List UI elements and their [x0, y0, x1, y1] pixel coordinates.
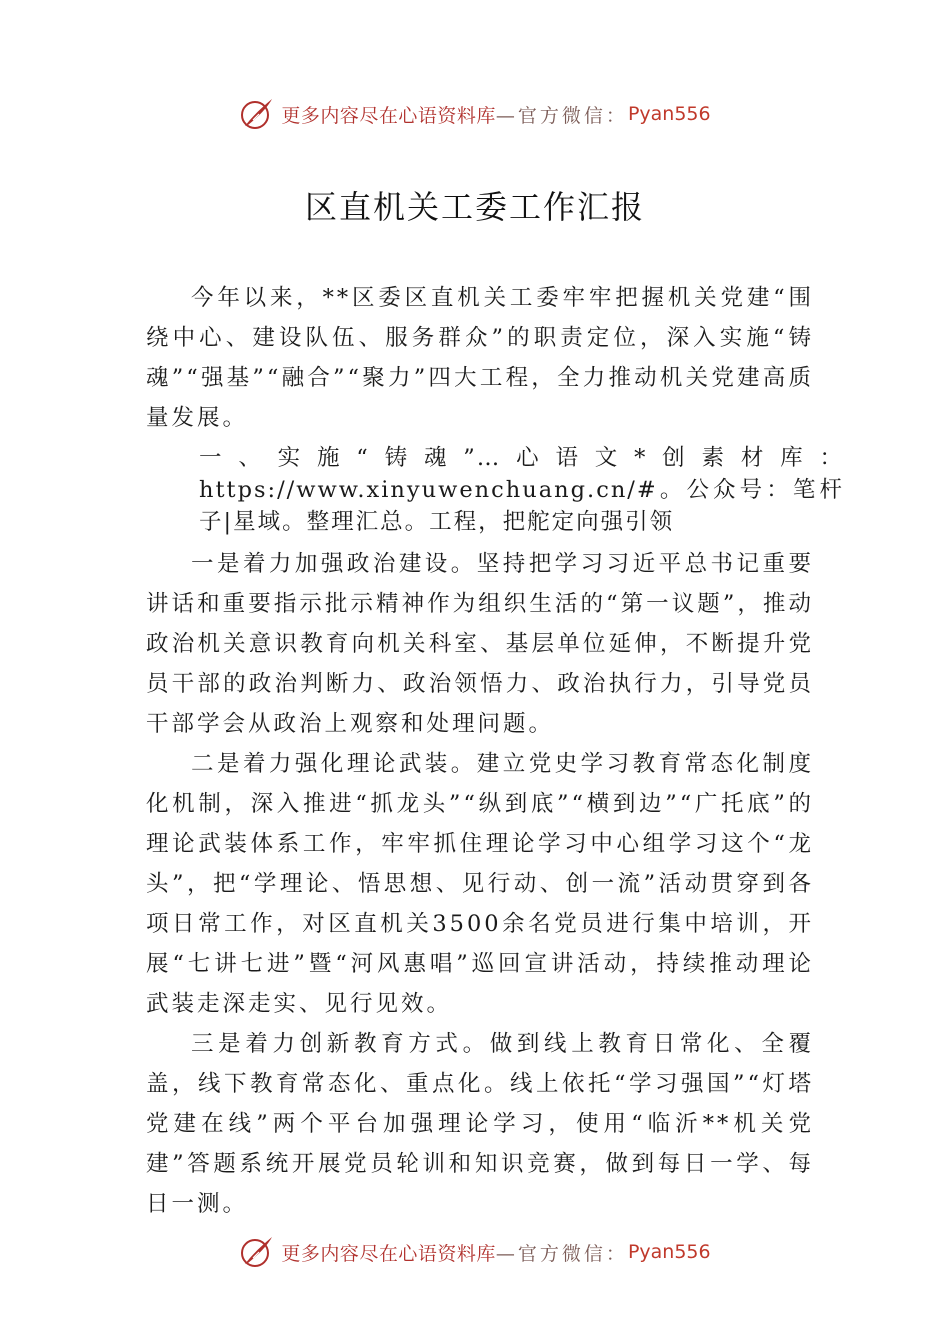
footer-banner — [0, 1232, 950, 1272]
banner-account: Pyan556 — [627, 1241, 711, 1263]
document-title: 区直机关工委工作汇报 — [304, 188, 645, 226]
quill-pen-logo-icon — [239, 96, 275, 132]
banner-account: Pyan556 — [627, 103, 711, 125]
paragraph-3: 三是着力创新教育方式。做到线上教育日常化、全覆盖，线下教育常态化、重点化。线上依托“学习强国”“灯塔党建在线”两个平台加强理论学习，使用“临沂**机关党建”答题系统开展党员轮训和知识竞赛，做到每日一学、每日一测。 — [146, 1031, 814, 1217]
paragraph-1: 一是着力加强政治建设。坚持把学习习近平总书记重要讲话和重要指示批示精神作为组织生活的“第一议题”，推动政治机关意识教育向机关科室、基层单位延伸，不断提升党员干部的政治判断力、政治领悟力、政治执行力，引导党员干部学会从政治上观察和处理问题。 — [146, 551, 814, 737]
intro-paragraph: 今年以来，**区委区直机关工委牢牢把握机关党建“围绕中心、建设队伍、服务群众”的职责定位，深入实施“铸魂”“强基”“融合”“聚力”四大工程，全力推动机关党建高质量发展。 — [146, 285, 814, 431]
paragraph-2: 二是着力强化理论武装。建立党史学习教育常态化制度化机制，深入推进“抓龙头”“纵到底”“横到边”“广托底”的理论武装体系工作，牢牢抓住理论学习中心组学习这个“龙头”，把“学理论、悟思想、见行动、创一流”活动贯穿到各项日常工作，对区直机关3500余名党员进行集中培训，开展“七讲七进”暨“河风惠唱”巡回宣讲活动，持续推动理论武装走深走实、见行见效。 — [146, 751, 814, 1017]
banner-grey-text: —官方微信： — [495, 104, 628, 127]
document-body — [146, 278, 844, 1224]
quill-pen-logo-icon — [239, 1234, 275, 1270]
section-heading-1: 一、实施“铸魂”…心语文*创素材库：https://www.xinyuwenchuang.cn/#。公众号：笔杆子|星域。整理汇总。工程，把舵定向强引领 — [199, 445, 844, 535]
header-banner — [0, 94, 950, 134]
banner-grey-text: —官方微信： — [495, 1242, 628, 1265]
banner-red-text: 更多内容尽在心语资料库 — [281, 104, 496, 127]
banner-red-text: 更多内容尽在心语资料库 — [281, 1242, 496, 1265]
